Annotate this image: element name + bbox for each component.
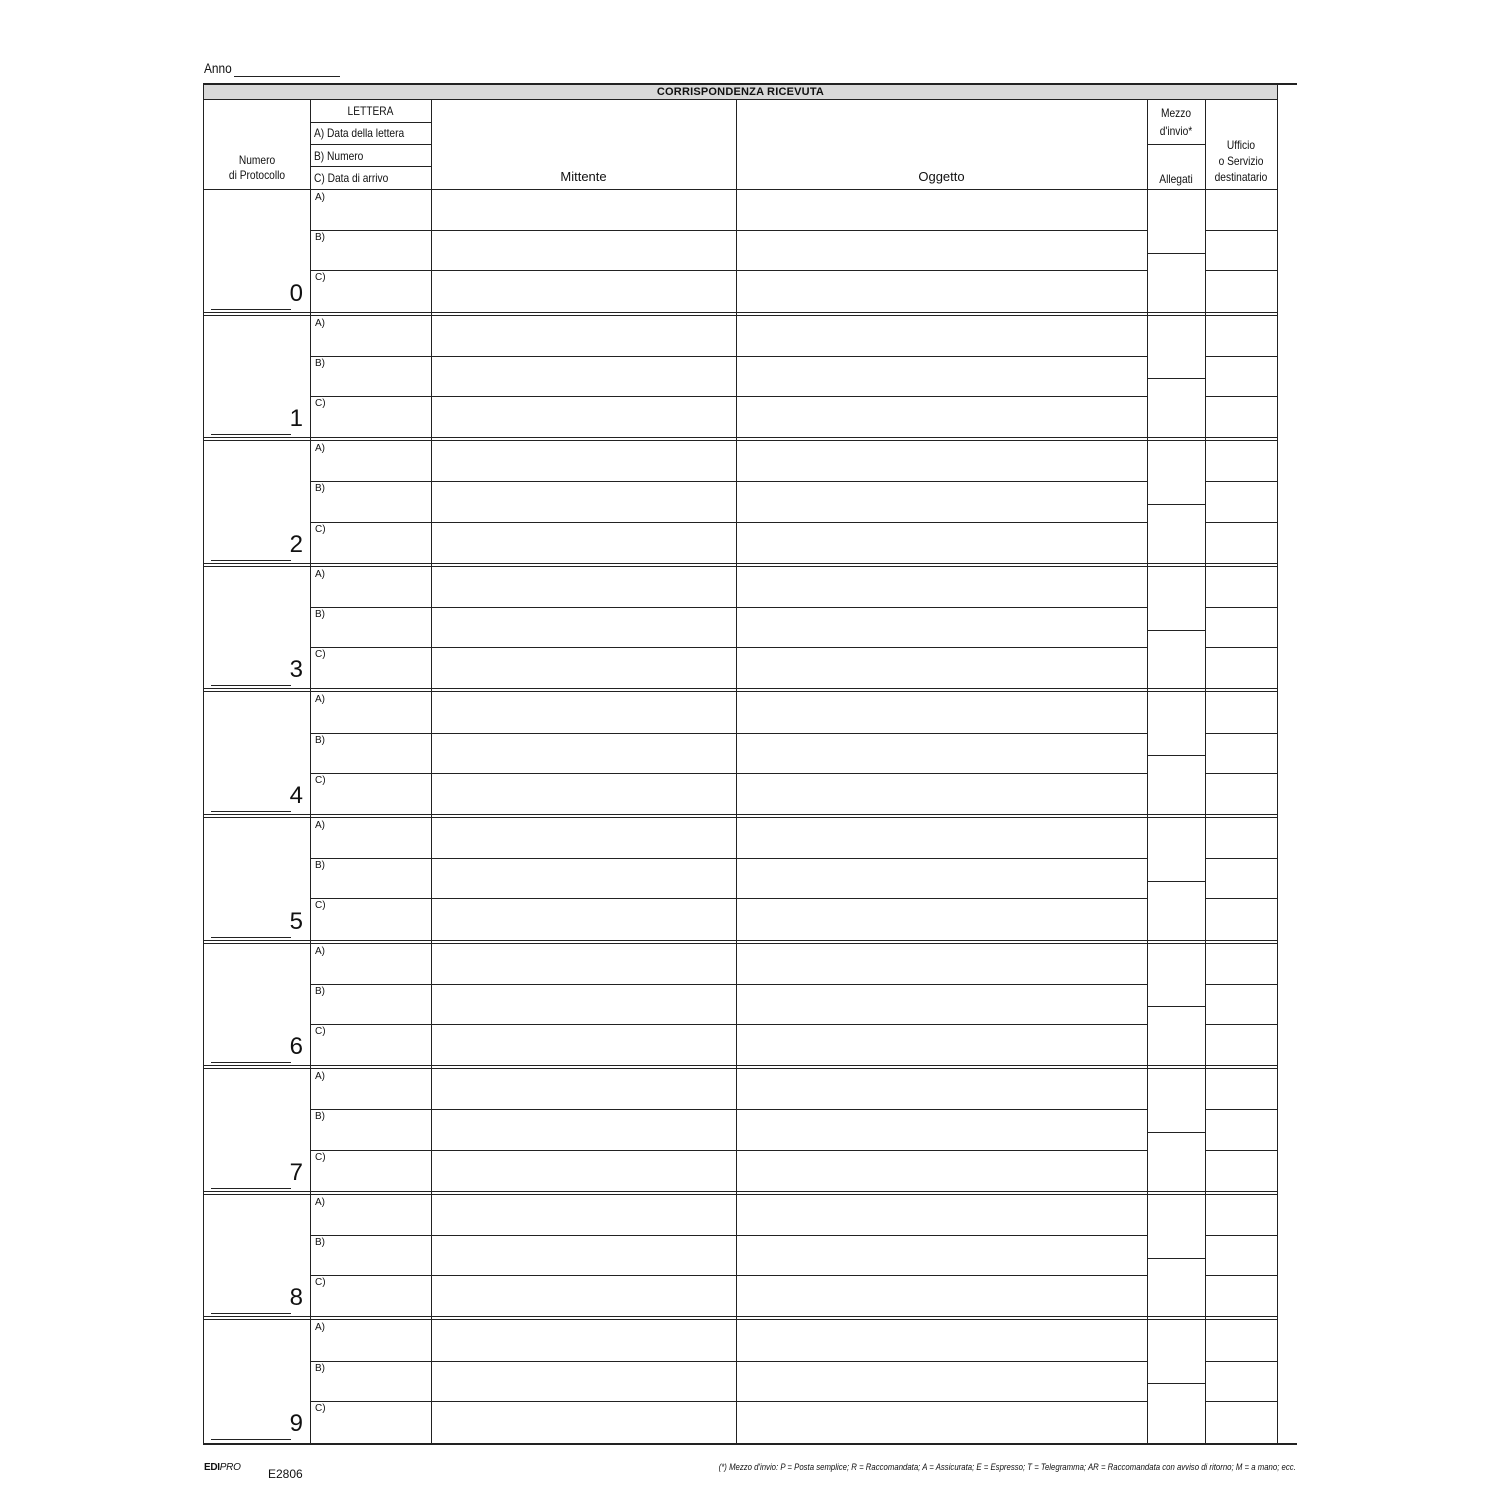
- lettera-field[interactable]: [311, 1195, 430, 1234]
- protocol-number-field[interactable]: [211, 1188, 291, 1189]
- sub-row-label: C): [315, 900, 326, 912]
- protocol-number-digit: 0: [289, 279, 303, 307]
- sub-row-label: B): [315, 1237, 325, 1248]
- protocol-number-field[interactable]: [211, 811, 291, 812]
- lettera-field[interactable]: [311, 898, 430, 937]
- register-table: [203, 83, 1278, 1445]
- anno-field[interactable]: [234, 76, 340, 77]
- sub-row-label: B): [315, 609, 325, 620]
- protocol-number-digit: 4: [289, 782, 303, 809]
- lettera-field[interactable]: [311, 984, 430, 1023]
- sub-row-label: A): [315, 1196, 325, 1208]
- sub-row-label: B): [315, 734, 325, 746]
- sub-row-label: A): [315, 1071, 325, 1083]
- protocol-number-field[interactable]: [211, 685, 291, 686]
- protocol-number-digit: 7: [289, 1158, 303, 1186]
- lettera-field[interactable]: [311, 733, 430, 772]
- protocol-number-field[interactable]: [211, 937, 291, 938]
- lettera-field[interactable]: [311, 441, 430, 480]
- sub-row-label: B): [315, 985, 325, 997]
- sub-row-label: B): [315, 357, 325, 369]
- page-edge: [1277, 83, 1297, 1445]
- footnote: (*) Mezzo d'invio: P = Posta semplice; R = Raccomandata; A = Assicurata; E = Espresso; T = Telegramma; AR = Raccomandata con avviso di ritorno; M = a mano; ecc.: [718, 1462, 1296, 1473]
- sub-row-label: A): [315, 1322, 325, 1334]
- anno-label: Anno: [204, 60, 232, 76]
- sub-row-label: C): [315, 649, 326, 661]
- header-allegati: Allegati: [1159, 172, 1193, 186]
- protocol-number-digit: 8: [289, 1284, 303, 1312]
- lettera-field[interactable]: [311, 1361, 430, 1400]
- lettera-field[interactable]: [311, 1275, 430, 1314]
- lettera-field[interactable]: [311, 773, 430, 812]
- sub-row-label: A): [315, 945, 325, 957]
- header-lettera-b: B) Numero: [314, 149, 364, 163]
- protocol-number-field[interactable]: [211, 560, 291, 561]
- lettera-field[interactable]: [311, 1150, 430, 1189]
- protocol-number-field[interactable]: [211, 309, 291, 310]
- header-mezzo-invio: Mezzo d'invio*: [1159, 106, 1193, 138]
- lettera-field[interactable]: [311, 818, 430, 857]
- protocol-number-field[interactable]: [211, 1439, 291, 1440]
- lettera-field[interactable]: [311, 607, 430, 646]
- sub-row-label: C): [315, 1026, 326, 1037]
- lettera-field[interactable]: [311, 647, 430, 686]
- lettera-field[interactable]: [311, 316, 430, 355]
- lettera-field[interactable]: [311, 481, 430, 520]
- sub-row-label: A): [315, 694, 325, 706]
- lettera-field[interactable]: [311, 1069, 430, 1108]
- sub-row-label: C): [315, 523, 326, 535]
- protocol-number-digit: 3: [289, 656, 303, 684]
- lettera-field[interactable]: [311, 567, 430, 606]
- sub-row-label: A): [315, 443, 325, 455]
- protocol-number-field[interactable]: [211, 1062, 291, 1063]
- sub-row-label: C): [315, 1277, 326, 1289]
- lettera-field[interactable]: [311, 356, 430, 395]
- header-numero-protocollo: Numero di Protocollo: [228, 153, 286, 182]
- header-lettera: LETTERA: [347, 104, 394, 118]
- lettera-field[interactable]: [311, 1320, 430, 1359]
- header-oggetto: Oggetto: [918, 169, 965, 184]
- sub-row-label: A): [315, 820, 325, 831]
- lettera-field[interactable]: [311, 1109, 430, 1148]
- sub-row-label: C): [315, 1402, 326, 1414]
- lettera-field[interactable]: [311, 944, 430, 983]
- sub-row-label: C): [315, 774, 326, 786]
- sub-row-label: B): [315, 1362, 325, 1374]
- protocol-number-digit: 2: [289, 530, 303, 558]
- protocol-number-field[interactable]: [211, 434, 291, 435]
- lettera-field[interactable]: [311, 522, 430, 561]
- table-title: CORRISPONDENZA RICEVUTA: [204, 85, 1277, 100]
- header-lettera-a: A) Data della lettera: [314, 126, 405, 140]
- brand-logo: EDIPRO: [204, 1462, 241, 1473]
- protocol-number-digit: 5: [289, 907, 303, 935]
- sub-row-label: B): [315, 1111, 325, 1123]
- protocol-number-digit: 1: [289, 405, 303, 433]
- protocol-number-field[interactable]: [211, 1313, 291, 1314]
- sub-row-label: A): [315, 192, 325, 203]
- sub-row-label: A): [315, 317, 325, 329]
- sub-row-label: C): [315, 398, 326, 409]
- lettera-field[interactable]: [311, 858, 430, 897]
- lettera-field[interactable]: [311, 1401, 430, 1440]
- lettera-field[interactable]: [311, 230, 430, 269]
- lettera-field[interactable]: [311, 692, 430, 731]
- sub-row-label: C): [315, 272, 326, 284]
- lettera-field[interactable]: [311, 396, 430, 435]
- lettera-field[interactable]: [311, 1235, 430, 1274]
- sub-row-label: B): [315, 232, 325, 244]
- header-lettera-c: C) Data di arrivo: [314, 171, 389, 185]
- form-code: E2806: [268, 1467, 303, 1481]
- lettera-field[interactable]: [311, 190, 430, 229]
- lettera-field[interactable]: [311, 1024, 430, 1063]
- protocol-number-digit: 6: [289, 1033, 303, 1061]
- header-ufficio: Ufficio o Servizio destinatario: [1214, 138, 1268, 184]
- sub-row-label: A): [315, 568, 325, 580]
- sub-row-label: B): [315, 483, 325, 495]
- protocol-number-digit: 9: [289, 1410, 303, 1437]
- sub-row-label: B): [315, 860, 325, 872]
- sub-row-label: C): [315, 1151, 326, 1163]
- header-mittente: Mittente: [560, 169, 607, 184]
- lettera-field[interactable]: [311, 270, 430, 309]
